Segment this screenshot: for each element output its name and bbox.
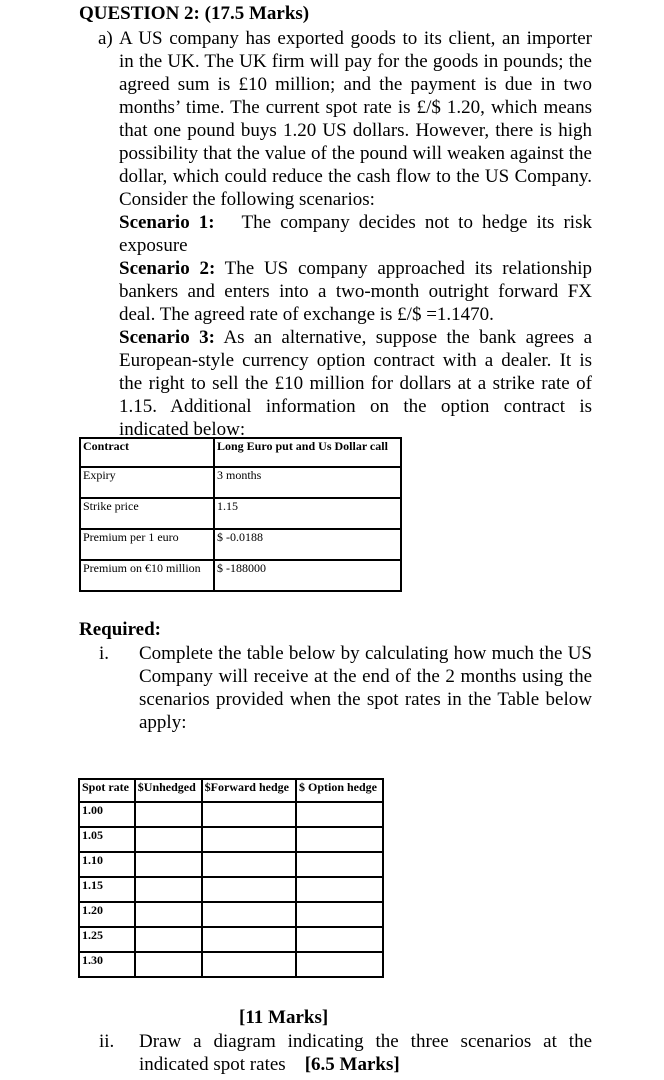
table-cell[interactable]	[135, 902, 202, 927]
table-row	[79, 952, 383, 977]
table-header-cell: $Forward hedge	[202, 779, 296, 802]
table-cell: Expiry	[80, 467, 214, 498]
table-cell[interactable]	[135, 927, 202, 952]
table-row	[80, 498, 401, 529]
scenario-1-text: The company decides not to hedge its risk exposure	[119, 212, 592, 256]
table-cell[interactable]	[296, 902, 383, 927]
required-item-i	[99, 642, 592, 734]
table-cell[interactable]	[296, 952, 383, 977]
table-cell: 1.10	[79, 852, 135, 877]
part-a	[98, 27, 592, 441]
table-cell[interactable]	[296, 802, 383, 827]
table-cell[interactable]	[202, 827, 296, 852]
table-cell[interactable]	[135, 827, 202, 852]
table-cell: 1.00	[79, 802, 135, 827]
option-contract-table	[79, 437, 402, 592]
table-cell[interactable]	[135, 877, 202, 902]
table-cell[interactable]	[202, 927, 296, 952]
table-cell[interactable]	[296, 927, 383, 952]
scenario-3	[119, 326, 592, 441]
table-row	[79, 902, 383, 927]
marks-part-ii: [6.5 Marks]	[304, 1054, 400, 1075]
table-row	[79, 877, 383, 902]
table-header-row	[80, 438, 401, 467]
table-header-cell: Spot rate	[79, 779, 135, 802]
table-cell: 1.15	[214, 498, 401, 529]
scenario-2-text: The US company approached its relationship bankers and enters into a two-month outright forward FX deal. The agreed rate of exchange is £/$ =1.1470.	[119, 258, 592, 325]
item-ii-marker: ii.	[99, 1031, 115, 1052]
part-a-intro: A US company has exported goods to its client, an importer in the UK. The UK firm will pay for the goods in pounds; the agreed sum is £10 million; and the payment is due in two months’ time. The current spot rate is £/$ 1.20, which means that one pound buys 1.20 US dollars. However, there is high possibility that the value of the pound will weaken against the dollar, which could reduce the cash flow to the US Company. Consider the following scenarios:	[119, 28, 592, 210]
table-row	[80, 560, 401, 591]
table-cell[interactable]	[202, 902, 296, 927]
table-cell: 1.15	[79, 877, 135, 902]
table-cell[interactable]	[135, 802, 202, 827]
marks-part-i: [11 Marks]	[239, 1007, 329, 1028]
table-row	[80, 467, 401, 498]
part-a-marker: a)	[98, 28, 113, 49]
table-cell: Strike price	[80, 498, 214, 529]
required-item-ii	[99, 1030, 592, 1076]
table-cell[interactable]	[296, 827, 383, 852]
scenario-3-text: As an alternative, suppose the bank agrees a European-style currency option contract with a dealer. It is the right to sell the £10 million for dollars at a strike rate of 1.15. Additional information on the option contract is indicated below:	[119, 327, 592, 440]
scenario-2	[119, 257, 592, 326]
table-cell[interactable]	[202, 852, 296, 877]
table-row	[79, 827, 383, 852]
table-header-cell: Long Euro put and Us Dollar call	[214, 438, 401, 467]
table-cell: 1.25	[79, 927, 135, 952]
table-row	[79, 802, 383, 827]
scenario-1-label: Scenario 1:	[119, 212, 215, 233]
table-header-cell: $ Option hedge	[296, 779, 383, 802]
item-i-text: Complete the table below by calculating how much the US Company will receive at the end of the 2 months using the scenarios provided when the spot rates in the Table below apply:	[139, 643, 592, 733]
table-header-cell: $Unhedged	[135, 779, 202, 802]
table-row	[79, 852, 383, 877]
scenario-3-label: Scenario 3:	[119, 327, 216, 348]
table-cell[interactable]	[202, 952, 296, 977]
table-cell[interactable]	[296, 852, 383, 877]
table-row	[80, 529, 401, 560]
scenario-results-table	[78, 778, 384, 978]
table-cell[interactable]	[135, 952, 202, 977]
item-i-marker: i.	[99, 643, 110, 664]
table-cell: 1.20	[79, 902, 135, 927]
table-cell: 3 months	[214, 467, 401, 498]
table-cell: $ -188000	[214, 560, 401, 591]
table-cell[interactable]	[202, 877, 296, 902]
scenario-1	[119, 211, 592, 257]
table-cell: $ -0.0188	[214, 529, 401, 560]
table-cell: Premium per 1 euro	[80, 529, 214, 560]
table-cell: 1.30	[79, 952, 135, 977]
question-title: QUESTION 2: (17.5 Marks)	[79, 3, 310, 24]
table-cell: 1.05	[79, 827, 135, 852]
table-header-row	[79, 779, 383, 802]
table-row	[79, 927, 383, 952]
table-cell[interactable]	[296, 877, 383, 902]
table-header-cell: Contract	[80, 438, 214, 467]
required-heading: Required:	[79, 619, 161, 640]
table-cell[interactable]	[202, 802, 296, 827]
table-cell: Premium on €10 million	[80, 560, 214, 591]
scenario-2-label: Scenario 2:	[119, 258, 216, 279]
table-cell[interactable]	[135, 852, 202, 877]
item-ii-text: Draw a diagram indicating the three scenarios at the indicated spot rates	[139, 1031, 592, 1075]
